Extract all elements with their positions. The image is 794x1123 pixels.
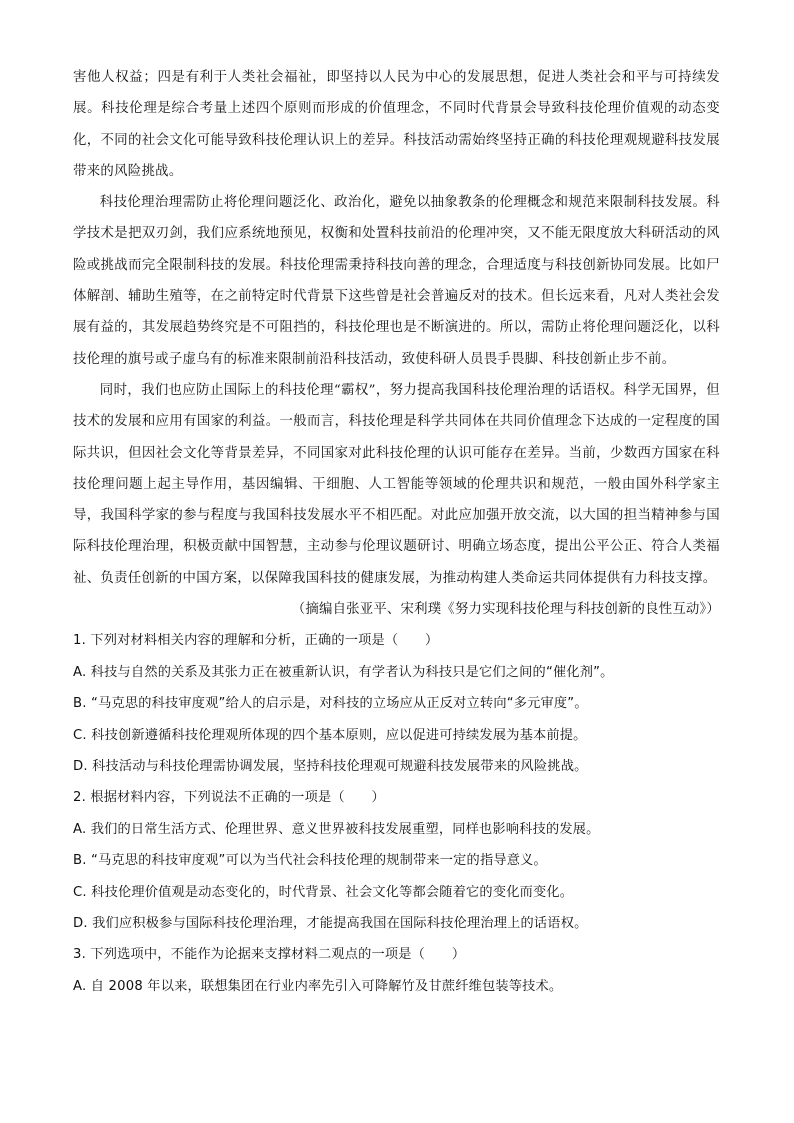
passage-paragraph-2: 科技伦理治理需防止将伦理问题泛化、政治化，避免以抽象教条的伦理概念和规范来限制科技发展。科学技术是把双刃剑，我们应系统地预见，权衡和处置科技前沿的伦理冲突，又不能无限度放大科研活动的风险或挑战而完全限制科技的发展。科技伦理需秉持科技向善的理念，合理适度与科技创新协同发展。比如尸体解剖、辅助生殖等，在之前特定时代背景下这些曾是社会普遍反对的技术。但长远来看，凡对人类社会发展有益的，其发展趋势终究是不可阻挡的，科技伦理也是不断演进的。所以，需防止将伦理问题泛化，以科技伦理的旗号或子虚乌有的标准来限制前沿科技活动，致使科研人员畏手畏脚、科技创新止步不前。 xyxy=(73,195,720,367)
question-1-stem: 1. 下列对材料相关内容的理解和分析，正确的一项是（ ） xyxy=(73,633,439,649)
passage xyxy=(73,62,720,594)
question-1-option-d: D. 科技活动与科技伦理需协调发展，坚持科技伦理观可规避科技发展带来的风险挑战。 xyxy=(73,758,588,774)
question-1-option-a: A. 科技与自然的关系及其张力正在被重新认识，有学者认为科技只是它们之间的“催化剂”。 xyxy=(73,664,614,680)
passage-paragraph-3: 同时，我们也应防止国际上的科技伦理“霸权”，努力提高我国科技伦理治理的话语权。科学无国界，但技术的发展和应用有国家的利益。一般而言，科技伦理是科学共同体在共同价值理念下达成的一定程度的国际共识，但因社会文化等背景差异，不同国家对此科技伦理的认识可能存在差异。当前，少数西方国家在科技伦理问题上起主导作用，基因编辑、干细胞、人工智能等领域的伦理共识和规范，一般由国外科学家主导，我国科学家的参与程度与我国科技发展水平不相匹配。对此应加强开放交流，以大国的担当精神参与国际科技伦理治理，积极贡献中国智慧，主动参与伦理议题研讨、明确立场态度，提出公平公正、符合人类福祉、负责任创新的中国方案，以保障我国科技的健康发展，为推动构建人类命运共同体提供有力科技支撑。 xyxy=(73,382,720,586)
question-2-option-b: B. “马克思的科技审度观”可以为当代社会科技伦理的规制带来一定的指导意义。 xyxy=(73,853,547,869)
question-3-option-a: A. 自 2008 年以来，联想集团在行业内率先引入可降解竹及甘蔗纤维包装等技术。 xyxy=(73,978,563,994)
question-2-option-d: D. 我们应积极参与国际科技伦理治理，才能提高我国在国际科技伦理治理上的话语权。 xyxy=(73,916,588,931)
question-list xyxy=(73,625,720,1002)
question-1-option-c: C. 科技创新遵循科技伦理观所体现的四个基本原则，应以促进可持续发展为基本前提。 xyxy=(73,727,587,743)
question-2-option-a: A. 我们的日常生活方式、伦理世界、意义世界被科技发展重塑，同样也影响科技的发展。 xyxy=(73,821,600,837)
document-page xyxy=(73,62,720,1002)
question-1-option-b: B. “马克思的科技审度观”给人的启示是，对科技的立场应从正反对立转向“多元审度”。 xyxy=(73,696,588,712)
question-2-stem: 2. 根据材料内容，下列说法不正确的一项是（ ） xyxy=(73,790,385,806)
passage-paragraph-1: 害他人权益；四是有利于人类社会福祉，即坚持以人民为中心的发展思想，促进人类社会和平与可持续发展。科技伦理是综合考量上述四个原则而形成的价值理念，不同时代背景会导致科技伦理价值观的动态变化，不同的社会文化可能导致科技伦理认识上的差异。科技活动需始终坚持正确的科技伦理观规避科技发展带来的风险挑战。 xyxy=(73,70,720,179)
question-2-option-c: C. 科技伦理价值观是动态变化的，时代背景、社会文化等都会随着它的变化而变化。 xyxy=(73,884,574,900)
passage-source: （摘编自张亚平、宋利璞《努力实现科技伦理与科技创新的良性互动》） xyxy=(291,602,720,618)
question-3-stem: 3. 下列选项中，不能作为论据来支撑材料二观点的一项是（ ） xyxy=(73,947,466,963)
